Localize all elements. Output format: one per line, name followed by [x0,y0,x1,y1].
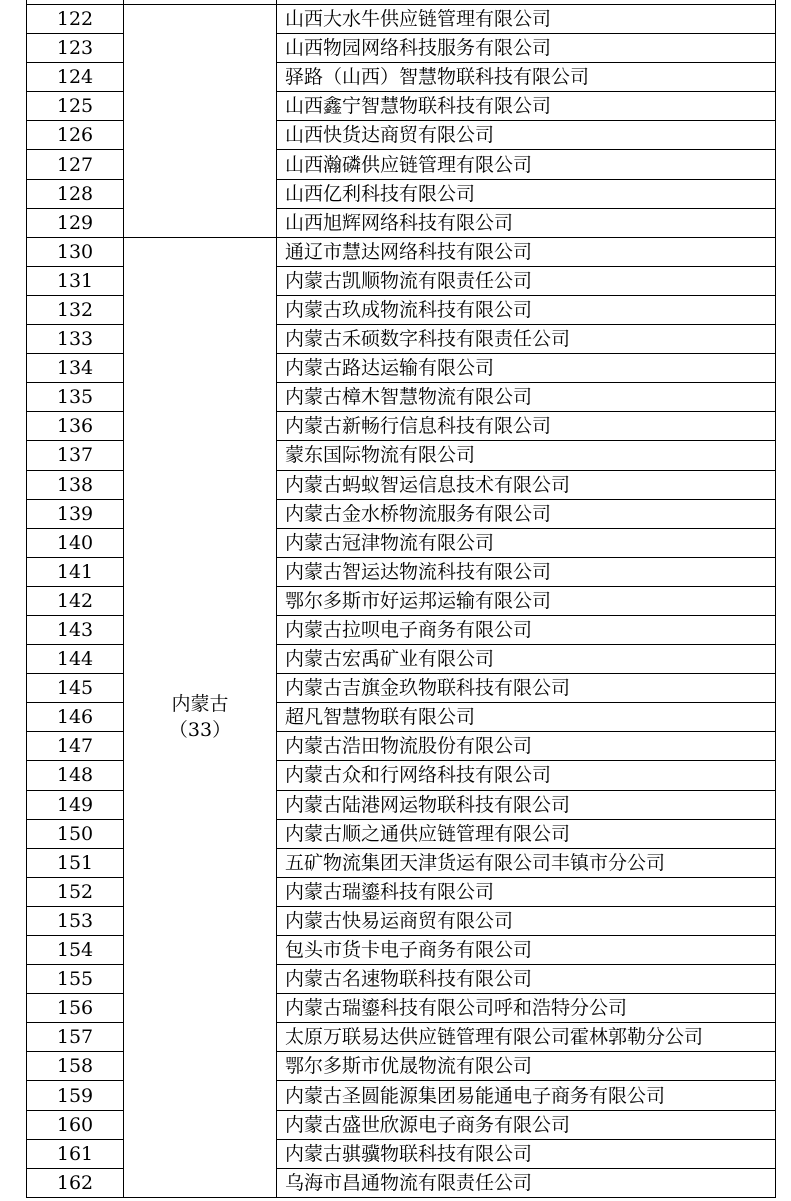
province-name: 内蒙古 [171,693,229,716]
row-number: 144 [27,645,124,674]
company-name: 内蒙古樟木智慧物流有限公司 [277,383,776,412]
row-number: 154 [27,936,124,965]
company-name: 内蒙古快易运商贸有限公司 [277,906,776,935]
row-number: 160 [27,1110,124,1139]
row-number: 155 [27,965,124,994]
company-name: 超凡智慧物联有限公司 [277,703,776,732]
row-number: 122 [27,5,124,34]
company-name: 内蒙古智运达物流科技有限公司 [277,557,776,586]
company-name: 内蒙古路达运输有限公司 [277,354,776,383]
row-number: 152 [27,877,124,906]
row-number: 140 [27,528,124,557]
row-number: 138 [27,470,124,499]
company-name: 内蒙古冠津物流有限公司 [277,528,776,557]
company-name: 内蒙古拉呗电子商务有限公司 [277,615,776,644]
row-number: 153 [27,906,124,935]
company-name: 内蒙古宏禹矿业有限公司 [277,645,776,674]
company-name: 山西大水牛供应链管理有限公司 [277,5,776,34]
company-name: 驿路（山西）智慧物联科技有限公司 [277,63,776,92]
company-name: 内蒙古金水桥物流服务有限公司 [277,499,776,528]
row-number: 157 [27,1023,124,1052]
company-name: 山西鑫宁智慧物联科技有限公司 [277,92,776,121]
row-number: 162 [27,1168,124,1197]
company-name: 太原万联易达供应链管理有限公司霍林郭勒分公司 [277,1023,776,1052]
company-list-table [26,0,776,1198]
company-name: 内蒙古瑞鎏科技有限公司 [277,877,776,906]
row-number: 128 [27,179,124,208]
province-cell [124,5,277,238]
row-number: 147 [27,732,124,761]
row-number: 137 [27,441,124,470]
company-name: 内蒙古瑞鎏科技有限公司呼和浩特分公司 [277,994,776,1023]
row-number: 131 [27,266,124,295]
company-name: 山西快货达商贸有限公司 [277,121,776,150]
row-number: 123 [27,34,124,63]
company-name: 山西亿利科技有限公司 [277,179,776,208]
row-number: 148 [27,761,124,790]
company-name: 内蒙古玖成物流科技有限公司 [277,295,776,324]
row-number: 156 [27,994,124,1023]
row-number: 159 [27,1081,124,1110]
row-number: 133 [27,325,124,354]
table-row [27,237,776,266]
company-name: 山西旭辉网络科技有限公司 [277,208,776,237]
row-number: 134 [27,354,124,383]
row-number: 139 [27,499,124,528]
table-body [27,0,776,1197]
company-name: 内蒙古新畅行信息科技有限公司 [277,412,776,441]
company-name: 通辽市慧达网络科技有限公司 [277,237,776,266]
row-number: 130 [27,237,124,266]
province-cell [124,237,277,1197]
row-number: 124 [27,63,124,92]
row-number: 161 [27,1139,124,1168]
company-name: 乌海市昌通物流有限责任公司 [277,1168,776,1197]
row-number: 136 [27,412,124,441]
company-name: 内蒙古禾硕数字科技有限责任公司 [277,325,776,354]
company-name: 内蒙古盛世欣源电子商务有限公司 [277,1110,776,1139]
company-name: 内蒙古名速物联科技有限公司 [277,965,776,994]
company-name: 鄂尔多斯市优晟物流有限公司 [277,1052,776,1081]
company-name: 内蒙古陆港网运物联科技有限公司 [277,790,776,819]
row-number: 142 [27,586,124,615]
row-number: 141 [27,557,124,586]
company-name: 内蒙古凯顺物流有限责任公司 [277,266,776,295]
row-number: 127 [27,150,124,179]
company-name: 内蒙古圣圆能源集团易能通电子商务有限公司 [277,1081,776,1110]
company-name: 鄂尔多斯市好运邦运输有限公司 [277,586,776,615]
company-name: 包头市货卡电子商务有限公司 [277,936,776,965]
row-number: 143 [27,615,124,644]
row-number: 151 [27,848,124,877]
province-count: （33） [168,719,232,742]
row-number: 150 [27,819,124,848]
company-name: 五矿物流集团天津货运有限公司丰镇市分公司 [277,848,776,877]
table-row [27,5,776,34]
row-number: 135 [27,383,124,412]
company-name: 内蒙古浩田物流股份有限公司 [277,732,776,761]
company-name: 山西物园网络科技服务有限公司 [277,34,776,63]
row-number: 158 [27,1052,124,1081]
row-number: 132 [27,295,124,324]
row-number: 146 [27,703,124,732]
row-number: 149 [27,790,124,819]
row-number: 145 [27,674,124,703]
company-name: 山西瀚磷供应链管理有限公司 [277,150,776,179]
company-name: 内蒙古骐骥物联科技有限公司 [277,1139,776,1168]
company-name: 蒙东国际物流有限公司 [277,441,776,470]
company-name: 内蒙古众和行网络科技有限公司 [277,761,776,790]
company-name: 内蒙古顺之通供应链管理有限公司 [277,819,776,848]
company-name: 内蒙古蚂蚁智运信息技术有限公司 [277,470,776,499]
row-number: 129 [27,208,124,237]
row-number: 126 [27,121,124,150]
row-number: 125 [27,92,124,121]
company-name: 内蒙古吉旗金玖物联科技有限公司 [277,674,776,703]
